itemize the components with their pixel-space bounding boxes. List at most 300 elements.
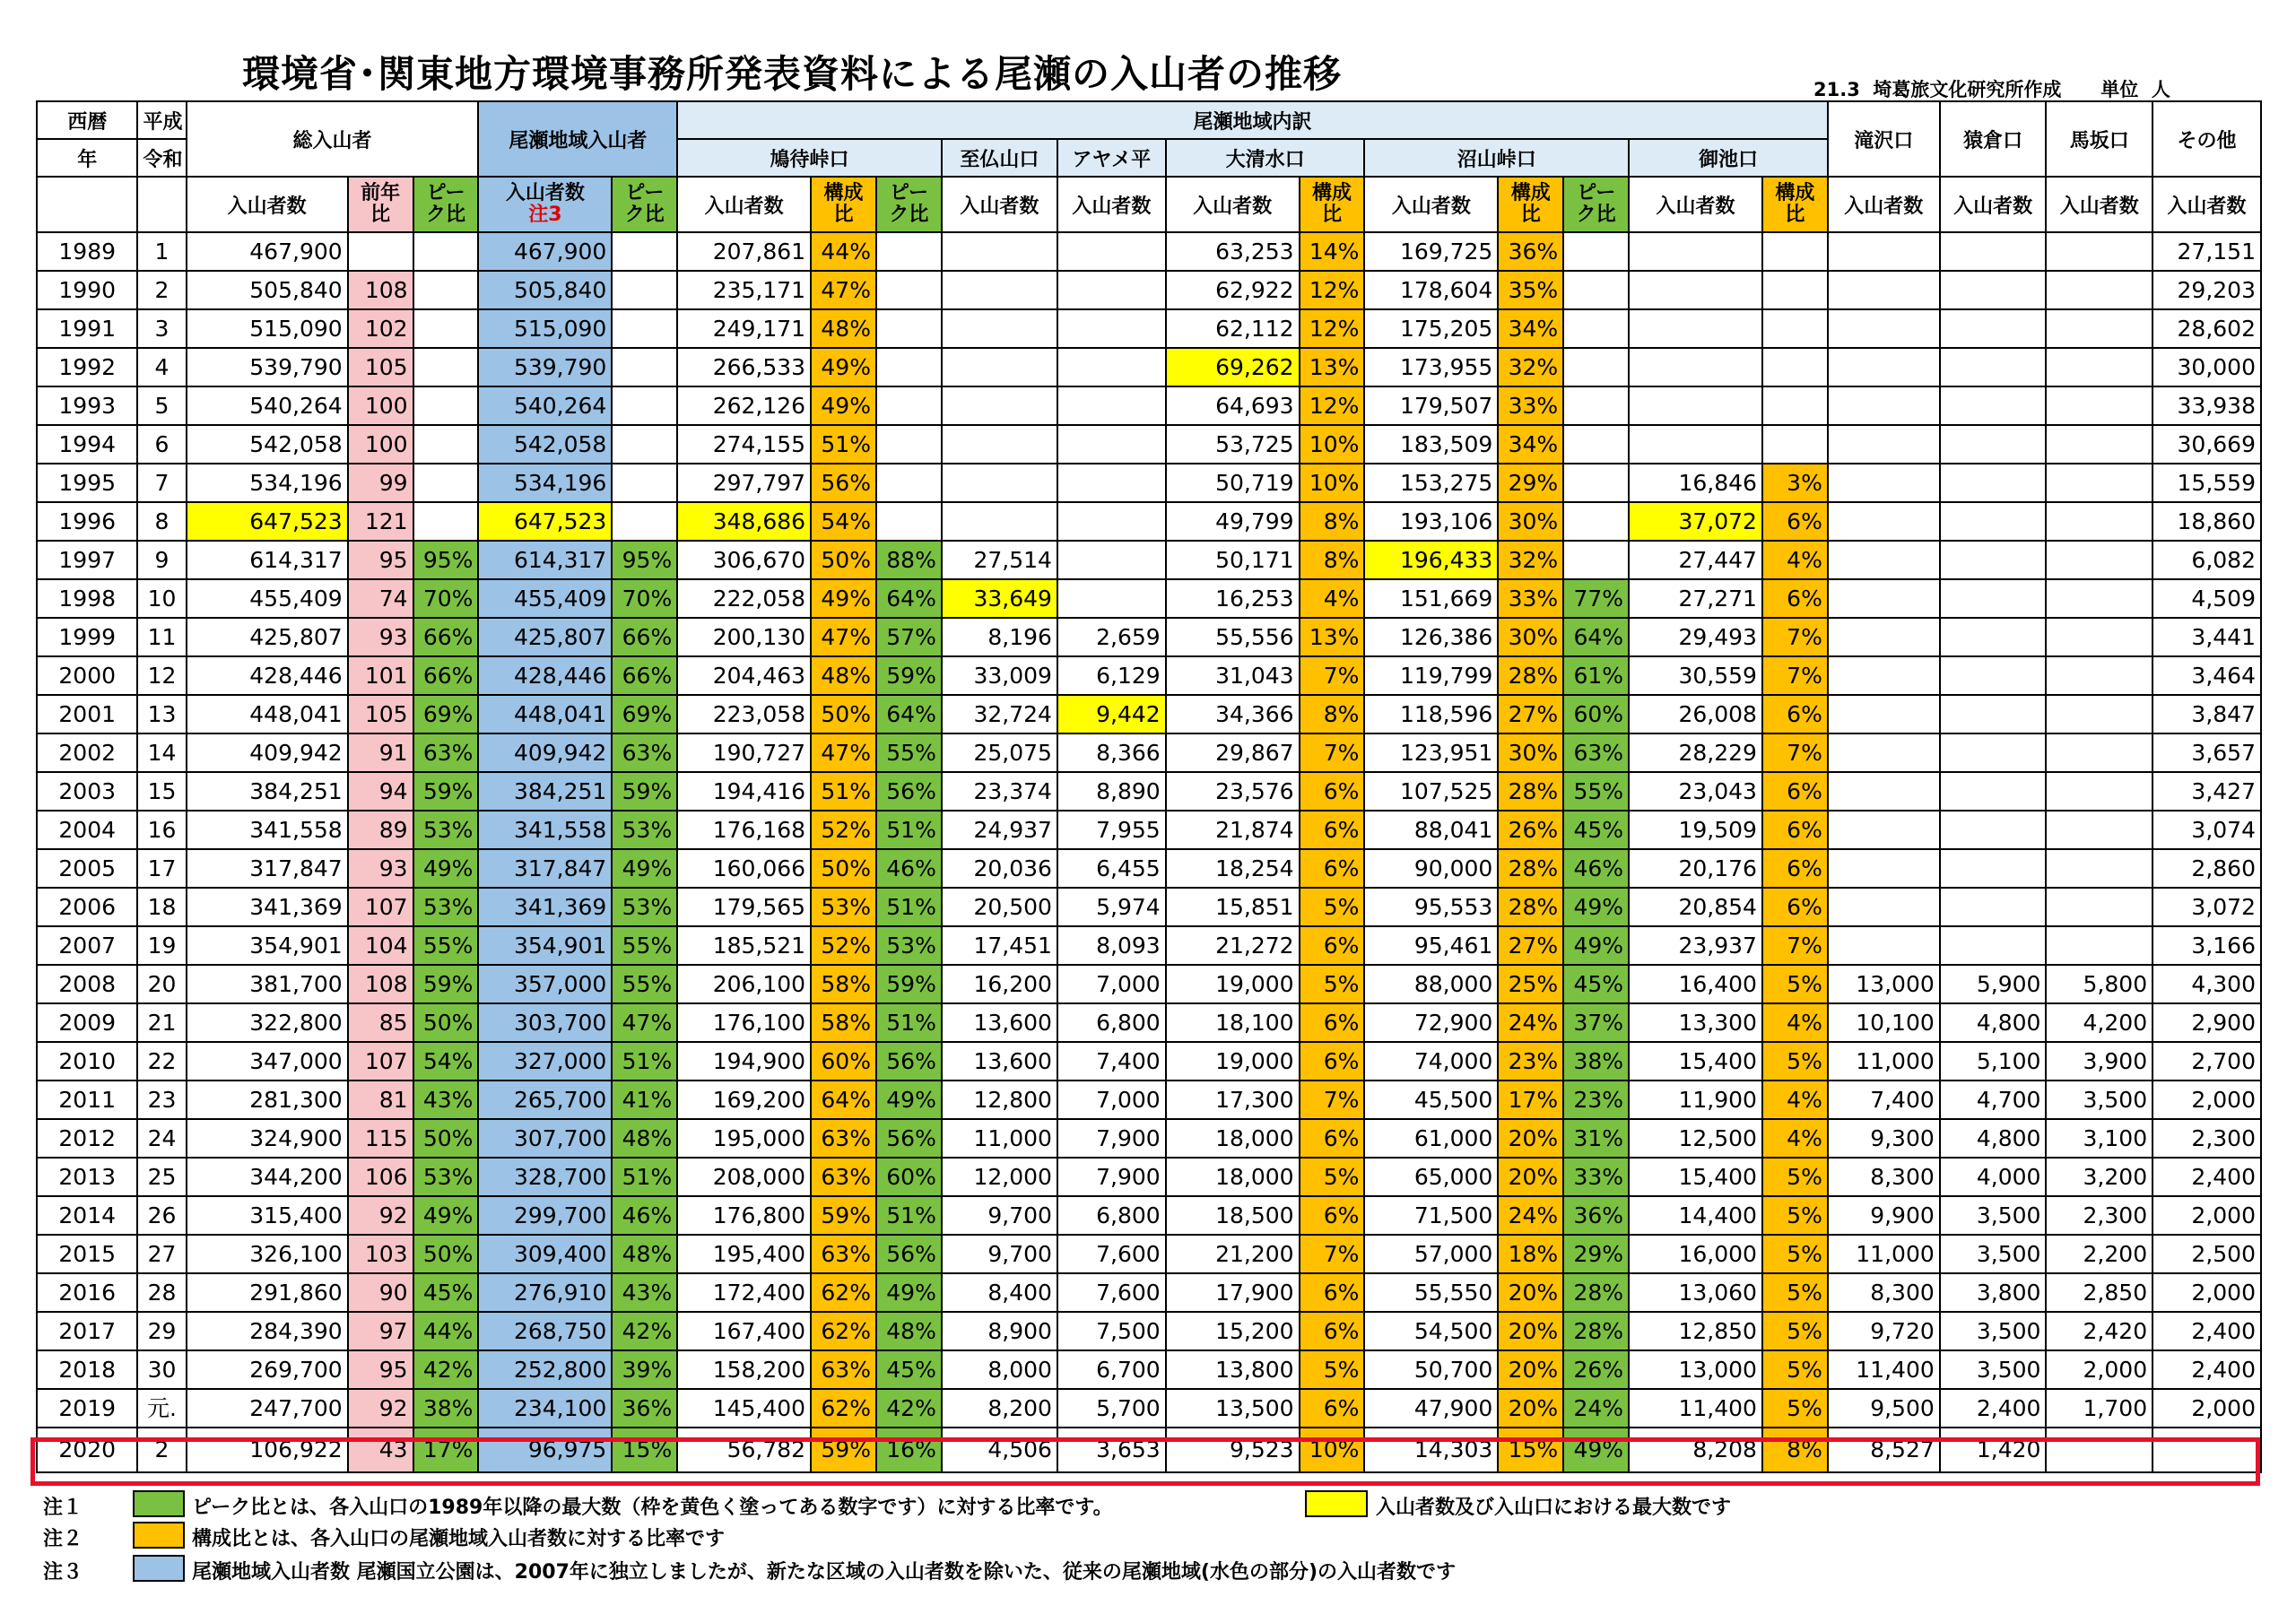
- cell-miike-share: 7%: [1762, 656, 1828, 695]
- header-miike-count: 入山者数: [1629, 177, 1762, 232]
- cell-year: 2014: [37, 1196, 137, 1235]
- cell-ayame-count: [1057, 271, 1166, 309]
- cell-numayama-count: 196,433: [1364, 541, 1498, 579]
- cell-total-peak-ratio: 59%: [413, 772, 479, 811]
- note3-swatch: [133, 1555, 185, 1582]
- cell-oze-count: 341,558: [478, 811, 612, 849]
- cell-total-peak-ratio: [413, 425, 479, 464]
- cell-era-year: 22: [137, 1042, 186, 1081]
- cell-other-count: 27,151: [2152, 232, 2261, 271]
- cell-hatomachi-peak: [876, 348, 942, 386]
- cell-ayame-count: 8,093: [1057, 926, 1166, 965]
- cell-year: 1991: [37, 309, 137, 348]
- cell-numayama-peak: 49%: [1563, 888, 1629, 926]
- cell-oze-peak-ratio: 46%: [612, 1196, 677, 1235]
- cell-total-count: 344,200: [187, 1158, 348, 1196]
- cell-hatomachi-peak: [876, 386, 942, 425]
- table-row: [37, 464, 2261, 502]
- cell-hatomachi-peak: 51%: [876, 811, 942, 849]
- cell-total-peak-ratio: 54%: [413, 1042, 479, 1081]
- cell-oshimizu-share: 10%: [1300, 1428, 1365, 1472]
- cell-hatomachi-count: 348,686: [677, 502, 811, 541]
- cell-numayama-count: 193,106: [1364, 502, 1498, 541]
- table-row: [37, 849, 2261, 888]
- cell-takizawa-count: 9,500: [1828, 1389, 1940, 1428]
- cell-year: 2018: [37, 1350, 137, 1389]
- cell-hatomachi-count: 160,066: [677, 849, 811, 888]
- table-row: [37, 1196, 2261, 1235]
- cell-other-count: 2,400: [2152, 1312, 2261, 1350]
- cell-total-peak-ratio: [413, 502, 479, 541]
- cell-numayama-peak: [1563, 502, 1629, 541]
- cell-basaka-count: 1,700: [2046, 1389, 2152, 1428]
- cell-hatomachi-count: 262,126: [677, 386, 811, 425]
- cell-oshimizu-count: 15,851: [1166, 888, 1300, 926]
- cell-oshimizu-count: 18,254: [1166, 849, 1300, 888]
- cell-sarukura-count: [1940, 811, 2047, 849]
- cell-miike-share: [1762, 425, 1828, 464]
- cell-hatomachi-count: 274,155: [677, 425, 811, 464]
- cell-sarukura-count: 3,500: [1940, 1235, 2047, 1273]
- cell-oshimizu-share: 6%: [1300, 1119, 1365, 1158]
- header-sarukura: 猿倉口: [1940, 101, 2047, 177]
- cell-sarukura-count: [1940, 579, 2047, 618]
- cell-oshimizu-share: 7%: [1300, 1081, 1365, 1119]
- cell-hatomachi-share: 54%: [811, 502, 876, 541]
- cell-hatomachi-share: 52%: [811, 811, 876, 849]
- cell-other-count: 4,509: [2152, 579, 2261, 618]
- cell-year: 1998: [37, 579, 137, 618]
- cell-sarukura-count: 4,000: [1940, 1158, 2047, 1196]
- cell-shibutsu-count: 23,374: [942, 772, 1057, 811]
- cell-oze-peak-ratio: 66%: [612, 656, 677, 695]
- cell-numayama-peak: [1563, 386, 1629, 425]
- cell-oshimizu-share: 13%: [1300, 348, 1365, 386]
- cell-ayame-count: 6,800: [1057, 1196, 1166, 1235]
- cell-miike-count: [1629, 386, 1762, 425]
- cell-takizawa-count: [1828, 772, 1940, 811]
- cell-oze-count: 328,700: [478, 1158, 612, 1196]
- cell-total-count: 428,446: [187, 656, 348, 695]
- cell-oshimizu-share: 12%: [1300, 309, 1365, 348]
- cell-takizawa-count: 7,400: [1828, 1081, 1940, 1119]
- cell-numayama-peak: 63%: [1563, 733, 1629, 772]
- cell-total-peak-ratio: 42%: [413, 1350, 479, 1389]
- cell-takizawa-count: 10,100: [1828, 1003, 1940, 1042]
- cell-numayama-peak: 61%: [1563, 656, 1629, 695]
- cell-oze-peak-ratio: 63%: [612, 733, 677, 772]
- table-row: [37, 1042, 2261, 1081]
- cell-total-count: 505,840: [187, 271, 348, 309]
- cell-miike-share: 6%: [1762, 772, 1828, 811]
- header-ayame: アヤメ平: [1057, 139, 1166, 177]
- cell-ayame-count: [1057, 541, 1166, 579]
- cell-era-year: 30: [137, 1350, 186, 1389]
- cell-numayama-peak: [1563, 271, 1629, 309]
- table-row: [37, 579, 2261, 618]
- cell-numayama-share: 27%: [1498, 695, 1563, 733]
- table-row: [37, 618, 2261, 656]
- cell-oshimizu-count: 17,300: [1166, 1081, 1300, 1119]
- cell-year: 2017: [37, 1312, 137, 1350]
- header-breakdown: 尾瀬地域内訳: [677, 101, 1828, 139]
- cell-oshimizu-count: 13,500: [1166, 1389, 1300, 1428]
- cell-oshimizu-share: 6%: [1300, 1312, 1365, 1350]
- cell-oshimizu-share: 14%: [1300, 232, 1365, 271]
- cell-miike-count: 28,229: [1629, 733, 1762, 772]
- cell-total-prev-ratio: 74: [348, 579, 413, 618]
- cell-oshimizu-count: 64,693: [1166, 386, 1300, 425]
- header-oze-peak: ピーク比: [612, 177, 677, 232]
- cell-oze-count: 515,090: [478, 309, 612, 348]
- cell-takizawa-count: [1828, 502, 1940, 541]
- cell-sarukura-count: 4,800: [1940, 1003, 2047, 1042]
- cell-total-peak-ratio: [413, 309, 479, 348]
- cell-takizawa-count: [1828, 579, 1940, 618]
- cell-hatomachi-count: 206,100: [677, 965, 811, 1003]
- cell-miike-share: [1762, 309, 1828, 348]
- cell-sarukura-count: [1940, 926, 2047, 965]
- cell-hatomachi-peak: 46%: [876, 849, 942, 888]
- cell-oze-peak-ratio: [612, 309, 677, 348]
- cell-miike-count: 16,000: [1629, 1235, 1762, 1273]
- cell-oshimizu-count: 21,200: [1166, 1235, 1300, 1273]
- cell-takizawa-count: [1828, 926, 1940, 965]
- cell-miike-share: 7%: [1762, 926, 1828, 965]
- cell-total-peak-ratio: 66%: [413, 656, 479, 695]
- cell-takizawa-count: [1828, 811, 1940, 849]
- cell-numayama-peak: [1563, 309, 1629, 348]
- cell-basaka-count: [2046, 502, 2152, 541]
- cell-sarukura-count: [1940, 849, 2047, 888]
- cell-total-count: 455,409: [187, 579, 348, 618]
- cell-total-prev-ratio: 105: [348, 348, 413, 386]
- cell-era-year: 24: [137, 1119, 186, 1158]
- cell-oze-count: 354,901: [478, 926, 612, 965]
- cell-other-count: 4,300: [2152, 965, 2261, 1003]
- cell-total-peak-ratio: 95%: [413, 541, 479, 579]
- cell-year: 1997: [37, 541, 137, 579]
- cell-year: 2020: [37, 1428, 137, 1472]
- header-oshimizu-count: 入山者数: [1166, 177, 1300, 232]
- cell-numayama-count: 88,041: [1364, 811, 1498, 849]
- cell-hatomachi-peak: 49%: [876, 1273, 942, 1312]
- cell-numayama-share: 25%: [1498, 965, 1563, 1003]
- cell-sarukura-count: 2,400: [1940, 1389, 2047, 1428]
- cell-numayama-peak: 55%: [1563, 772, 1629, 811]
- cell-oze-count: 307,700: [478, 1119, 612, 1158]
- cell-takizawa-count: [1828, 733, 1940, 772]
- cell-oshimizu-share: 6%: [1300, 772, 1365, 811]
- cell-oshimizu-share: 6%: [1300, 926, 1365, 965]
- cell-hatomachi-count: 207,861: [677, 232, 811, 271]
- cell-ayame-count: 6,129: [1057, 656, 1166, 695]
- table-row: [37, 1081, 2261, 1119]
- cell-miike-count: 23,043: [1629, 772, 1762, 811]
- cell-sarukura-count: [1940, 695, 2047, 733]
- cell-year: 2004: [37, 811, 137, 849]
- cell-ayame-count: [1057, 386, 1166, 425]
- table-row: [37, 772, 2261, 811]
- cell-oze-peak-ratio: [612, 232, 677, 271]
- cell-numayama-count: 55,550: [1364, 1273, 1498, 1312]
- cell-numayama-share: 30%: [1498, 733, 1563, 772]
- cell-oshimizu-share: 7%: [1300, 656, 1365, 695]
- cell-shibutsu-count: 20,036: [942, 849, 1057, 888]
- note3-text: 尾瀬地域入山者数 尾瀬国立公園は、2007年に独立しましたが、新たな区域の入山者数を除いた、従来の尾瀬地域(水色の部分)の入山者数です: [192, 1561, 1457, 1584]
- cell-total-count: 448,041: [187, 695, 348, 733]
- cell-era-year: 12: [137, 656, 186, 695]
- header-miike: 御池口: [1629, 139, 1828, 177]
- cell-total-peak-ratio: 59%: [413, 965, 479, 1003]
- cell-other-count: 3,074: [2152, 811, 2261, 849]
- cell-oze-count: 303,700: [478, 1003, 612, 1042]
- cell-numayama-count: 123,951: [1364, 733, 1498, 772]
- cell-hatomachi-count: 297,797: [677, 464, 811, 502]
- cell-year: 2013: [37, 1158, 137, 1196]
- cell-miike-count: 12,500: [1629, 1119, 1762, 1158]
- cell-takizawa-count: [1828, 464, 1940, 502]
- cell-year: 1994: [37, 425, 137, 464]
- cell-takizawa-count: 11,000: [1828, 1235, 1940, 1273]
- cell-oshimizu-count: 21,874: [1166, 811, 1300, 849]
- cell-oshimizu-share: 5%: [1300, 1158, 1365, 1196]
- cell-ayame-count: 6,455: [1057, 849, 1166, 888]
- cell-shibutsu-count: [942, 271, 1057, 309]
- cell-other-count: 3,847: [2152, 695, 2261, 733]
- header-basaka: 馬坂口: [2046, 101, 2152, 177]
- header-other-count: 入山者数: [2152, 177, 2261, 232]
- cell-oze-count: 614,317: [478, 541, 612, 579]
- cell-oshimizu-count: 29,867: [1166, 733, 1300, 772]
- cell-year: 2001: [37, 695, 137, 733]
- cell-miike-share: 5%: [1762, 1235, 1828, 1273]
- cell-takizawa-count: [1828, 888, 1940, 926]
- cell-hatomachi-share: 62%: [811, 1389, 876, 1428]
- cell-numayama-share: 20%: [1498, 1350, 1563, 1389]
- cell-other-count: 3,464: [2152, 656, 2261, 695]
- cell-numayama-count: 178,604: [1364, 271, 1498, 309]
- cell-total-prev-ratio: 105: [348, 695, 413, 733]
- cell-oze-peak-ratio: [612, 502, 677, 541]
- cell-hatomachi-count: 194,900: [677, 1042, 811, 1081]
- cell-takizawa-count: 8,527: [1828, 1428, 1940, 1472]
- cell-oze-count: 357,000: [478, 965, 612, 1003]
- cell-oze-peak-ratio: [612, 464, 677, 502]
- cell-takizawa-count: [1828, 309, 1940, 348]
- note2-text: 構成比とは、各入山口の尾瀬地域入山者数に対する比率です: [192, 1528, 726, 1550]
- cell-oze-count: 539,790: [478, 348, 612, 386]
- cell-hatomachi-share: 48%: [811, 309, 876, 348]
- cell-total-count: 317,847: [187, 849, 348, 888]
- cell-numayama-share: 18%: [1498, 1235, 1563, 1273]
- header-oshimizu: 大清水口: [1166, 139, 1365, 177]
- cell-ayame-count: [1057, 309, 1166, 348]
- cell-other-count: 28,602: [2152, 309, 2261, 348]
- cell-total-peak-ratio: 53%: [413, 888, 479, 926]
- header-takizawa: 滝沢口: [1828, 101, 1940, 177]
- cell-oze-peak-ratio: 51%: [612, 1158, 677, 1196]
- cell-total-prev-ratio: 43: [348, 1428, 413, 1472]
- cell-total-peak-ratio: 45%: [413, 1273, 479, 1312]
- cell-oze-count: 409,942: [478, 733, 612, 772]
- cell-other-count: 30,669: [2152, 425, 2261, 464]
- cell-numayama-count: 47,900: [1364, 1389, 1498, 1428]
- note3-label: 注３: [43, 1561, 83, 1584]
- cell-ayame-count: 3,653: [1057, 1428, 1166, 1472]
- cell-total-peak-ratio: 53%: [413, 811, 479, 849]
- cell-era-year: 29: [137, 1312, 186, 1350]
- cell-sarukura-count: [1940, 348, 2047, 386]
- cell-miike-count: 15,400: [1629, 1042, 1762, 1081]
- cell-oze-peak-ratio: [612, 271, 677, 309]
- cell-hatomachi-count: 222,058: [677, 579, 811, 618]
- table-row: [37, 1350, 2261, 1389]
- cell-miike-share: 4%: [1762, 1003, 1828, 1042]
- cell-numayama-count: 61,000: [1364, 1119, 1498, 1158]
- cell-oshimizu-share: 8%: [1300, 502, 1365, 541]
- cell-year: 2002: [37, 733, 137, 772]
- cell-hatomachi-peak: 60%: [876, 1158, 942, 1196]
- cell-hatomachi-count: 194,416: [677, 772, 811, 811]
- cell-takizawa-count: [1828, 232, 1940, 271]
- table-row: [37, 1273, 2261, 1312]
- cell-sarukura-count: [1940, 309, 2047, 348]
- cell-total-count: 106,922: [187, 1428, 348, 1472]
- cell-sarukura-count: [1940, 618, 2047, 656]
- cell-numayama-share: 34%: [1498, 425, 1563, 464]
- cell-hatomachi-share: 51%: [811, 772, 876, 811]
- cell-hatomachi-share: 50%: [811, 695, 876, 733]
- cell-numayama-peak: 49%: [1563, 1428, 1629, 1472]
- cell-sarukura-count: [1940, 232, 2047, 271]
- cell-hatomachi-count: 249,171: [677, 309, 811, 348]
- cell-numayama-share: 26%: [1498, 811, 1563, 849]
- cell-miike-count: 19,509: [1629, 811, 1762, 849]
- cell-oshimizu-share: 5%: [1300, 965, 1365, 1003]
- cell-hatomachi-peak: 57%: [876, 618, 942, 656]
- cell-sarukura-count: 3,500: [1940, 1312, 2047, 1350]
- cell-hatomachi-share: 58%: [811, 1003, 876, 1042]
- yellow-legend-text: 入山者数及び入山口における最大数です: [1376, 1497, 1732, 1519]
- cell-hatomachi-peak: 51%: [876, 1003, 942, 1042]
- cell-sarukura-count: 1,420: [1940, 1428, 2047, 1472]
- cell-oshimizu-count: 19,000: [1166, 1042, 1300, 1081]
- cell-hatomachi-count: 190,727: [677, 733, 811, 772]
- cell-era-year: 元.: [137, 1389, 186, 1428]
- cell-numayama-peak: 60%: [1563, 695, 1629, 733]
- cell-oshimizu-share: 7%: [1300, 733, 1365, 772]
- cell-oze-peak-ratio: 15%: [612, 1428, 677, 1472]
- cell-era-year: 7: [137, 464, 186, 502]
- cell-hatomachi-share: 49%: [811, 386, 876, 425]
- cell-oshimizu-share: 7%: [1300, 1235, 1365, 1273]
- cell-miike-share: 6%: [1762, 811, 1828, 849]
- cell-numayama-count: 90,000: [1364, 849, 1498, 888]
- cell-hatomachi-share: 53%: [811, 888, 876, 926]
- cell-total-count: 614,317: [187, 541, 348, 579]
- cell-hatomachi-share: 56%: [811, 464, 876, 502]
- cell-numayama-share: 28%: [1498, 772, 1563, 811]
- table-row: [37, 232, 2261, 271]
- cell-other-count: 2,500: [2152, 1235, 2261, 1273]
- table-row: [37, 1389, 2261, 1428]
- cell-numayama-share: 28%: [1498, 656, 1563, 695]
- cell-basaka-count: [2046, 232, 2152, 271]
- cell-ayame-count: 6,800: [1057, 1003, 1166, 1042]
- cell-other-count: 3,441: [2152, 618, 2261, 656]
- cell-year: 1992: [37, 348, 137, 386]
- cell-oshimizu-count: 62,922: [1166, 271, 1300, 309]
- cell-miike-count: 16,400: [1629, 965, 1762, 1003]
- cell-miike-count: 11,400: [1629, 1389, 1762, 1428]
- cell-ayame-count: 7,400: [1057, 1042, 1166, 1081]
- cell-takizawa-count: 8,300: [1828, 1158, 1940, 1196]
- cell-miike-share: 4%: [1762, 541, 1828, 579]
- table-row: [37, 502, 2261, 541]
- cell-numayama-count: 179,507: [1364, 386, 1498, 425]
- cell-total-peak-ratio: 70%: [413, 579, 479, 618]
- cell-numayama-count: 57,000: [1364, 1235, 1498, 1273]
- cell-other-count: 2,300: [2152, 1119, 2261, 1158]
- cell-total-count: 354,901: [187, 926, 348, 965]
- cell-miike-share: [1762, 386, 1828, 425]
- table-row: [37, 656, 2261, 695]
- cell-hatomachi-count: 195,000: [677, 1119, 811, 1158]
- cell-oshimizu-count: 50,719: [1166, 464, 1300, 502]
- cell-miike-share: 5%: [1762, 1158, 1828, 1196]
- cell-miike-count: 27,447: [1629, 541, 1762, 579]
- cell-sarukura-count: [1940, 656, 2047, 695]
- cell-total-count: 515,090: [187, 309, 348, 348]
- cell-basaka-count: [2046, 464, 2152, 502]
- cell-basaka-count: 3,100: [2046, 1119, 2152, 1158]
- cell-total-prev-ratio: 99: [348, 464, 413, 502]
- cell-year: 2000: [37, 656, 137, 695]
- cell-shibutsu-count: 33,009: [942, 656, 1057, 695]
- cell-total-count: 341,369: [187, 888, 348, 926]
- cell-era-year: 20: [137, 965, 186, 1003]
- header-oze-area: 尾瀬地域入山者: [478, 101, 677, 177]
- cell-hatomachi-share: 47%: [811, 618, 876, 656]
- cell-numayama-share: 30%: [1498, 618, 1563, 656]
- cell-total-prev-ratio: 93: [348, 618, 413, 656]
- cell-miike-count: 13,000: [1629, 1350, 1762, 1389]
- cell-era-year: 23: [137, 1081, 186, 1119]
- cell-numayama-share: 33%: [1498, 579, 1563, 618]
- cell-total-count: 534,196: [187, 464, 348, 502]
- cell-hatomachi-count: 158,200: [677, 1350, 811, 1389]
- cell-hatomachi-share: 51%: [811, 425, 876, 464]
- cell-total-peak-ratio: 50%: [413, 1003, 479, 1042]
- cell-basaka-count: 3,500: [2046, 1081, 2152, 1119]
- cell-era-year: 1: [137, 232, 186, 271]
- cell-miike-share: 6%: [1762, 579, 1828, 618]
- cell-other-count: 2,000: [2152, 1196, 2261, 1235]
- cell-hatomachi-peak: 56%: [876, 1119, 942, 1158]
- cell-numayama-peak: [1563, 425, 1629, 464]
- cell-numayama-count: 72,900: [1364, 1003, 1498, 1042]
- cell-basaka-count: 2,300: [2046, 1196, 2152, 1235]
- cell-year: 2016: [37, 1273, 137, 1312]
- cell-hatomachi-count: 195,400: [677, 1235, 811, 1273]
- cell-oze-count: 317,847: [478, 849, 612, 888]
- cell-other-count: 18,860: [2152, 502, 2261, 541]
- cell-total-prev-ratio: 89: [348, 811, 413, 849]
- header-total-prev: 前年比: [348, 177, 413, 232]
- cell-year: 2015: [37, 1235, 137, 1273]
- cell-oze-peak-ratio: 95%: [612, 541, 677, 579]
